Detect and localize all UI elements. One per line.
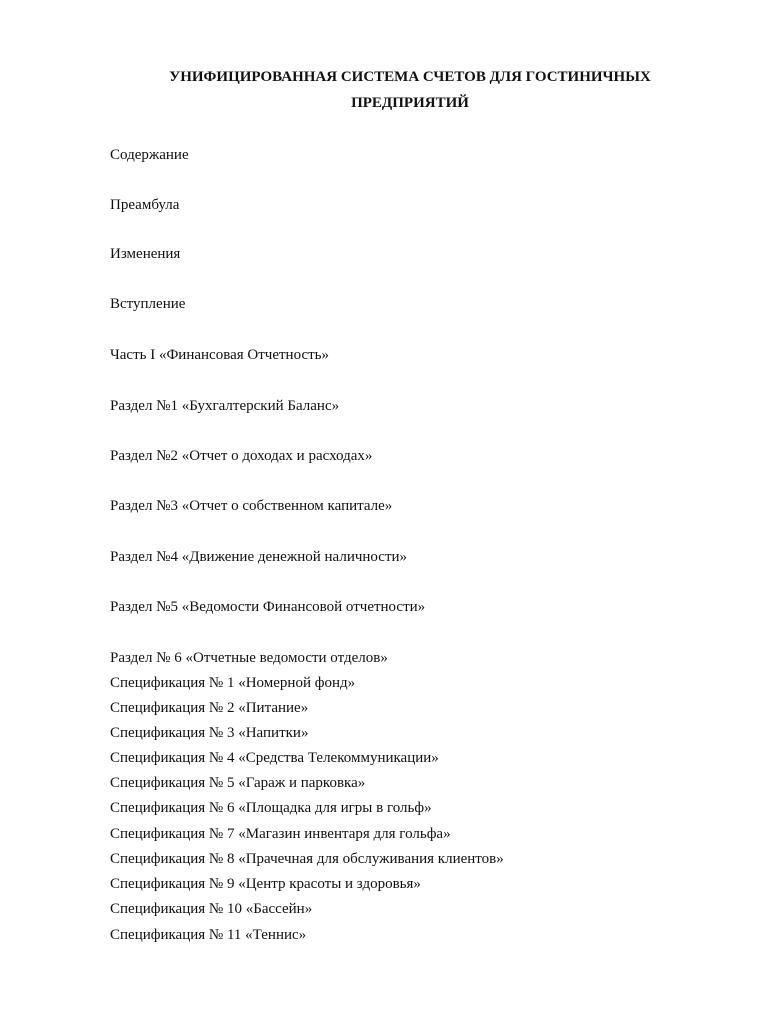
- toc-item-spec-3: Спецификация № 3 «Напитки»: [110, 725, 309, 741]
- toc-item-section-6: Раздел № 6 «Отчетные ведомости отделов»: [110, 650, 388, 666]
- toc-item-section-2: Раздел №2 «Отчет о доходах и расходах»: [110, 448, 373, 464]
- toc-item-changes: Изменения: [110, 246, 181, 262]
- document-title-line-1: УНИФИЦИРОВАННАЯ СИСТЕМА СЧЕТОВ ДЛЯ ГОСТИНИЧНЫХ: [169, 69, 651, 85]
- toc-item-spec-1: Спецификация № 1 «Номерной фонд»: [110, 675, 356, 691]
- toc-item-section-1: Раздел №1 «Бухгалтерский Баланс»: [110, 398, 340, 414]
- toc-item-spec-9: Спецификация № 9 «Центр красоты и здоровья»: [110, 876, 421, 892]
- toc-item-contents: Содержание: [110, 147, 189, 163]
- toc-item-section-3: Раздел №3 «Отчет о собственном капитале»: [110, 498, 393, 514]
- toc-item-spec-10: Спецификация № 10 «Бассейн»: [110, 901, 313, 917]
- toc-item-spec-5: Спецификация № 5 «Гараж и парковка»: [110, 775, 366, 791]
- toc-item-spec-6: Спецификация № 6 «Площадка для игры в гольф»: [110, 800, 432, 816]
- toc-item-spec-2: Спецификация № 2 «Питание»: [110, 700, 309, 716]
- toc-item-spec-7: Спецификация № 7 «Магазин инвентаря для гольфа»: [110, 826, 451, 842]
- toc-item-spec-4: Спецификация № 4 «Средства Телекоммуникации»: [110, 750, 439, 766]
- document-title-line-2: ПРЕДПРИЯТИЙ: [351, 95, 469, 111]
- toc-item-part-1: Часть I «Финансовая Отчетность»: [110, 347, 329, 363]
- toc-item-spec-11: Спецификация № 11 «Теннис»: [110, 927, 307, 943]
- toc-item-preamble: Преамбула: [110, 197, 180, 213]
- toc-item-introduction: Вступление: [110, 296, 186, 312]
- toc-item-section-5: Раздел №5 «Ведомости Финансовой отчетности»: [110, 599, 426, 615]
- toc-item-section-4: Раздел №4 «Движение денежной наличности»: [110, 549, 408, 565]
- toc-item-spec-8: Спецификация № 8 «Прачечная для обслуживания клиентов»: [110, 851, 504, 867]
